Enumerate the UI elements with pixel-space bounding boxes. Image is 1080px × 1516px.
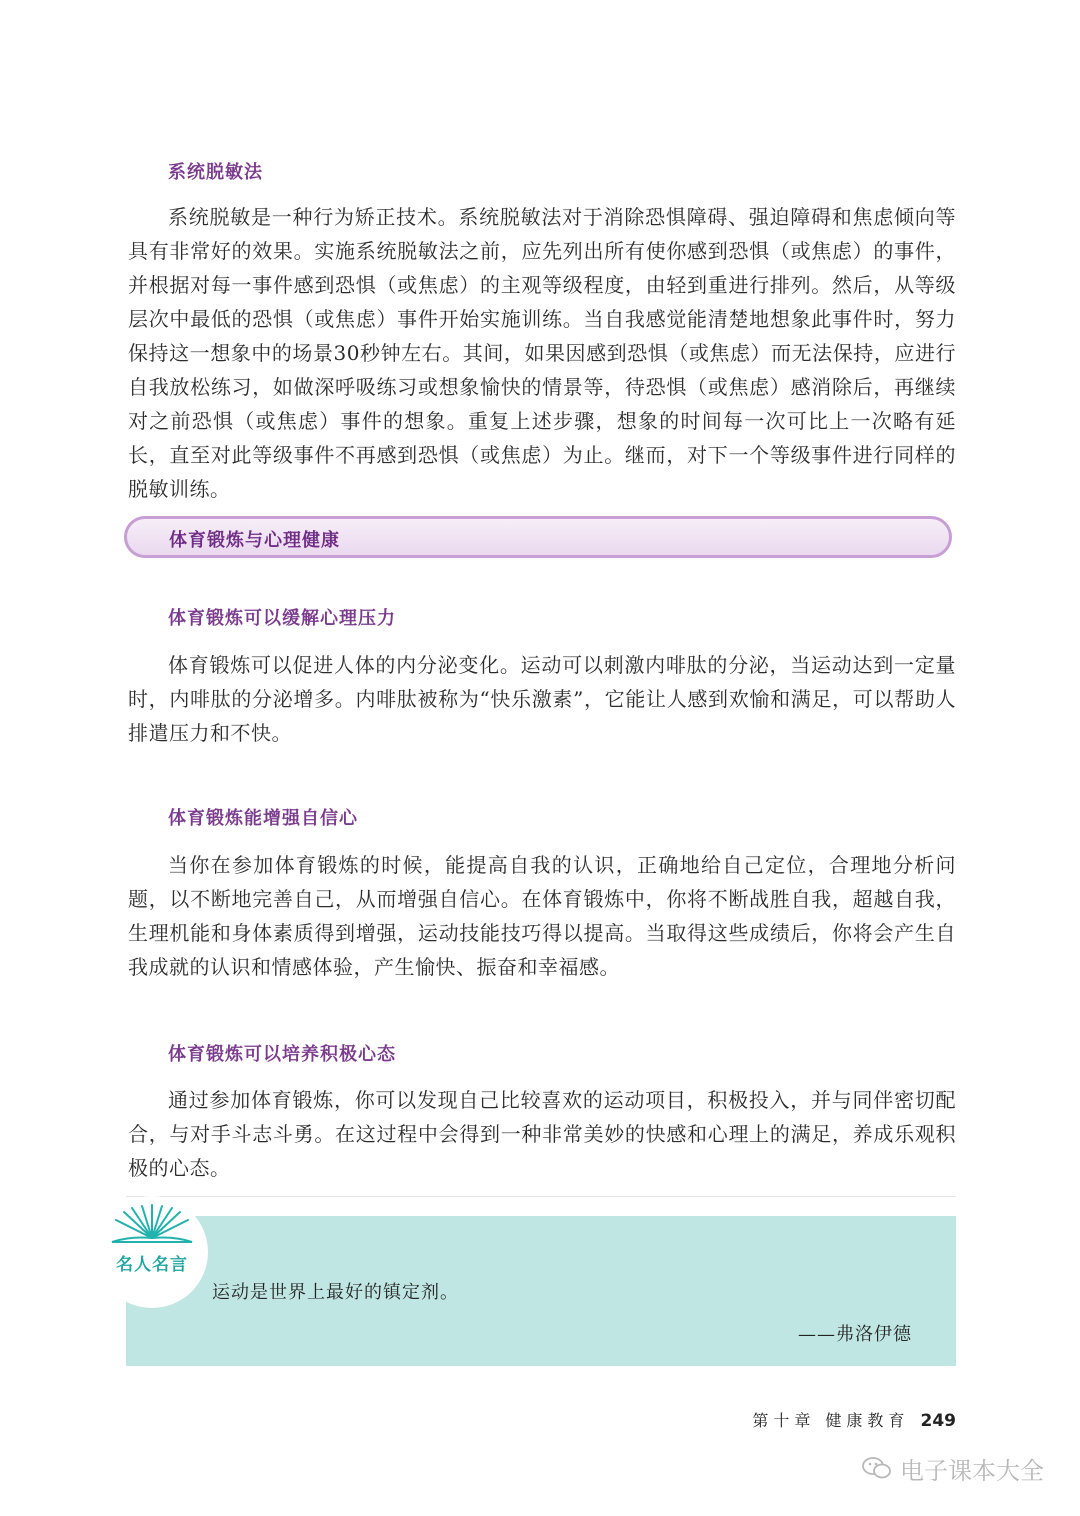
subheading-relieve-stress: 体育锻炼可以缓解心理压力 [168, 608, 396, 629]
quote-author: ——弗洛伊德 [798, 1324, 912, 1345]
famous-quote-box [96, 1196, 956, 1366]
subheading-confidence: 体育锻炼能增强自信心 [168, 808, 358, 829]
quote-badge-label: 名人名言 [116, 1255, 188, 1275]
section-title: 体育锻炼与心理健康 [169, 530, 340, 551]
watermark-text: 电子课本大全 [900, 1456, 1044, 1485]
quote-badge [96, 1196, 208, 1308]
quote-text: 运动是世界上最好的镇定剂。 [212, 1282, 459, 1303]
paragraph-confidence: 当你在参加体育锻炼的时候，能提高自我的认识，正确地给自己定位，合理地分析问题，以不断地完善自己，从而增强自信心。在体育锻炼中，你将不断战胜自我，超越自我，生理机能和身体素质得到增强，运动技能技巧得以提高。当取得这些成绩后，你将会产生自我成就的认识和情感体验，产生愉快、振奋和幸福感。 [128, 853, 956, 979]
subheading-positive-attitude: 体育锻炼可以培养积极心态 [168, 1044, 396, 1065]
quote-divider [126, 1196, 956, 1197]
paragraph-systematic-desensitization: 系统脱敏是一种行为矫正技术。系统脱敏法对于消除恐惧障碍、强迫障碍和焦虑倾向等具有非常好的效果。实施系统脱敏法之前，应先列出所有使你感到恐惧（或焦虑）的事件，并根据对每一事件感到恐惧（或焦虑）的主观等级程度，由轻到重进行排列。然后，从等级层次中最低的恐惧（或焦虑）事件开始实施训练。当自我感觉能清楚地想象此事件时，努力保持这一想象中的场景30秒钟左右。其间，如果因感到恐惧（或焦虑）而无法保持，应进行自我放松练习，如做深呼吸练习或想象愉快的情景等，待恐惧（或焦虑）感消除后，再继续对之前恐惧（或焦虑）事件的想象。重复上述步骤，想象的时间每一次可比上一次略有延长，直至对此等级事件不再感到恐惧（或焦虑）为止。继而，对下一个等级事件进行同样的脱敏训练。 [128, 205, 956, 501]
watermark [862, 1453, 1044, 1483]
paragraph-positive-attitude: 通过参加体育锻炼，你可以发现自己比较喜欢的运动项目，积极投入，并与同伴密切配合，与对手斗志斗勇。在这过程中会得到一种非常美妙的快感和心理上的满足，养成乐观积极的心态。 [128, 1088, 956, 1180]
page-number: 249 [920, 1411, 956, 1431]
paragraph-relieve-stress: 体育锻炼可以促进人体的内分泌变化。运动可以刺激内啡肽的分泌，当运动达到一定量时，内啡肽的分泌增多。内啡肽被称为“快乐激素”，它能让人感到欢愉和满足，可以帮助人排遣压力和不快。 [128, 653, 956, 745]
section-title-bar [124, 516, 952, 558]
subheading-systematic-desensitization: 系统脱敏法 [168, 162, 263, 183]
wechat-icon [862, 1456, 892, 1480]
page-footer [752, 1408, 956, 1431]
chapter-title: 第十章 健康教育 [752, 1411, 910, 1430]
open-book-icon [102, 1202, 202, 1250]
